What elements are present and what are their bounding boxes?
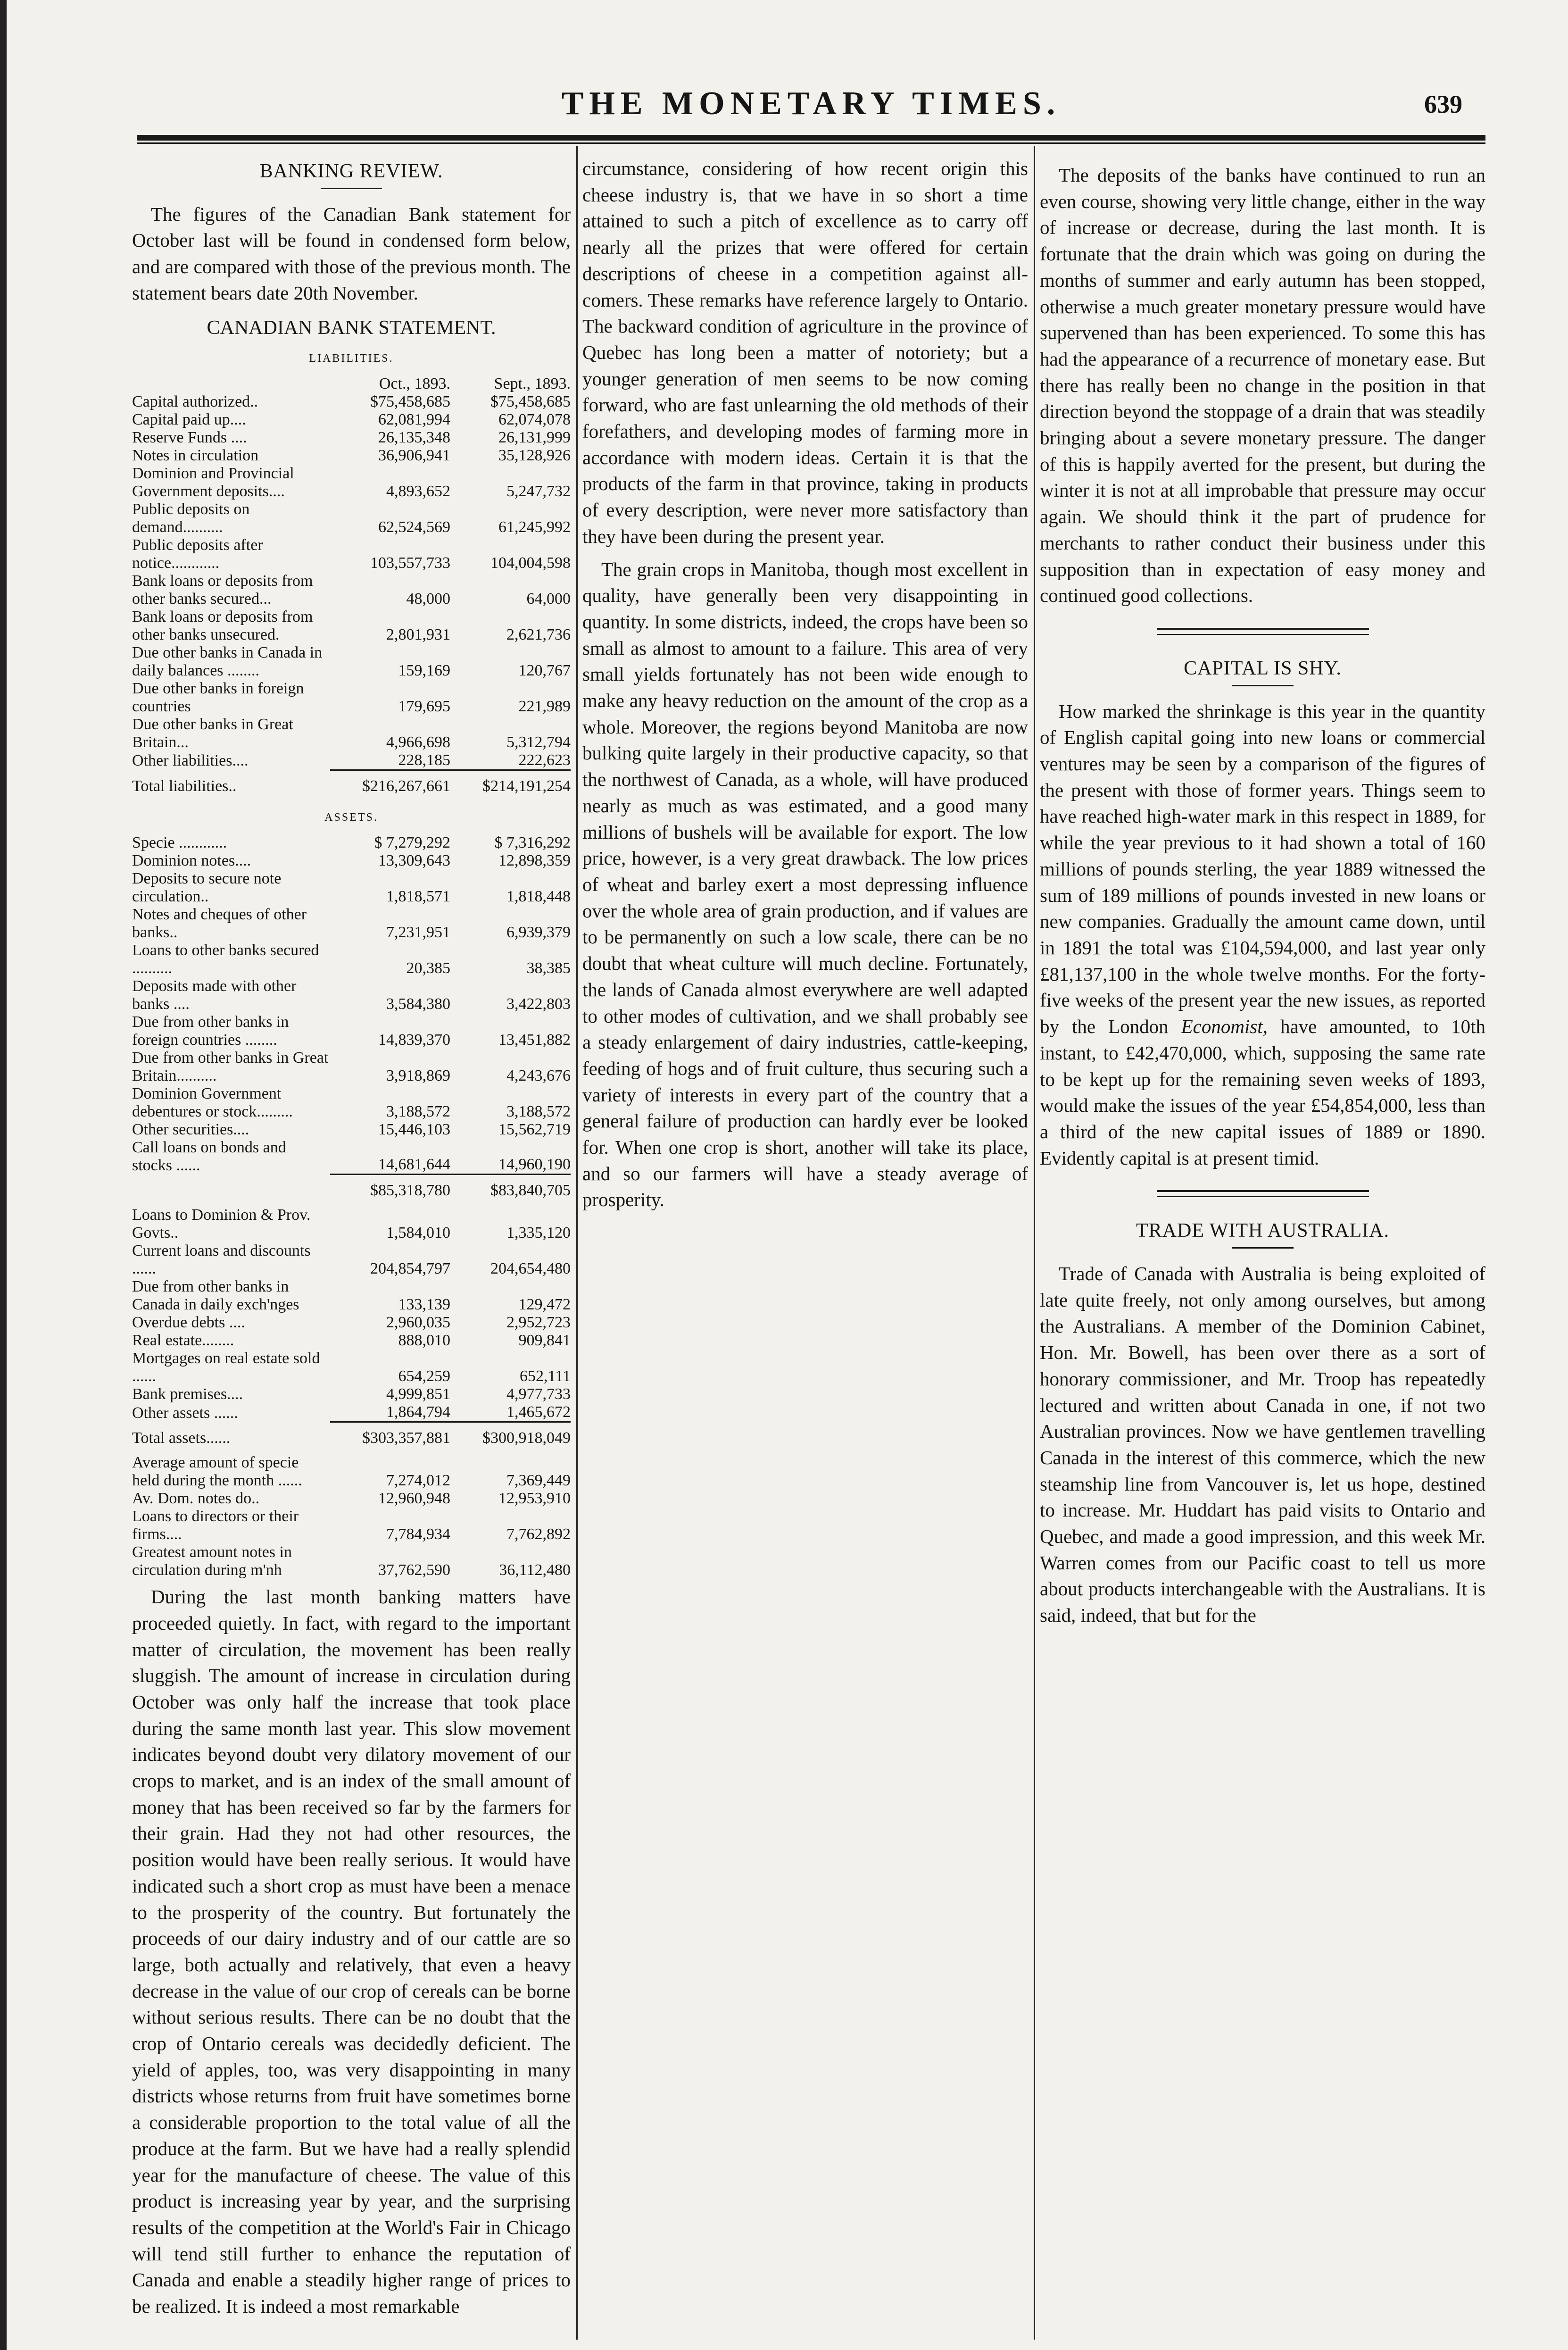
sept-value: 14,960,190 xyxy=(498,1156,571,1174)
oct-value: 888,010 xyxy=(398,1332,450,1350)
sept-value: 61,245,992 xyxy=(498,518,571,536)
row-label: Current loans and discounts ...... xyxy=(132,1242,311,1278)
asset-row xyxy=(132,1013,571,1049)
row-label: Greatest amount notes in circulation during m'nh xyxy=(132,1543,292,1579)
sept-value: 12,953,910 xyxy=(498,1490,571,1508)
column-middle xyxy=(582,156,1028,1220)
deposits-paragraph: The deposits of the banks have continued to run an even course, showing very little change, either in the way of increase or decrease, during the last month. It is fortunate that the drain which was going on during the months of summer and early autumn has been stopped, otherwise a much greater monetary pressure would have supervened than has been experienced. To some this has had the appearance of a recurrence of monetary ease. But there has really been no change in the position in that direction beyond the stoppage of a drain that was steadily bringing about a severe monetary pressure. The danger of this is happily averted for the present, but during the winter it is not at all improbable that pressure may occur again. We should think it the part of prudence for merchants to rather conduct their business under this supposition than in expectation of easy money and continued good collections. xyxy=(1040,164,1485,607)
sept-value: 204,654,480 xyxy=(490,1260,571,1278)
australia-heading: TRADE WITH AUSTRALIA. xyxy=(1136,1220,1390,1242)
column-right xyxy=(1040,156,1485,1635)
liability-row xyxy=(132,411,571,429)
oct-value: 654,259 xyxy=(398,1367,450,1385)
sept-value: 129,472 xyxy=(518,1296,571,1314)
banking-review-paragraph-continued: circumstance, considering of how recent origin this cheese industry is, that we have in so short a time attained to such a pitch of excellence as to carry off nearly all the prizes that were offered for certain descriptions of cheese in a competition against all-comers. These remarks have reference largely to Ontario. The backward condition of agriculture in the province of Quebec has long been a matter of notoriety; but a younger generation of men seems to be now coming forward, who are fast unlearning the old methods of their forefathers, and developing modes of farming more in accordance with modern ideas. Certain it is that the products of the farm in that province, taking in products of every description, were never more satisfactory than they have been during the present year. xyxy=(582,158,1028,547)
sept-value: 120,767 xyxy=(518,661,571,679)
row-label: Due from other banks in Great Britain.......... xyxy=(132,1049,329,1084)
row-label: Deposits to secure note circulation.. xyxy=(132,869,282,905)
oct-value: 15,446,103 xyxy=(378,1120,450,1138)
row-label xyxy=(132,1175,330,1207)
column-header-sept: Sept., 1893. xyxy=(494,375,571,392)
oct-value: 3,918,869 xyxy=(386,1067,450,1084)
heading-rule xyxy=(1232,685,1294,686)
asset-row xyxy=(132,1121,571,1139)
memo-row xyxy=(132,1454,571,1490)
row-label: Due other banks in Canada in daily balances ........ xyxy=(132,643,323,679)
row-label: Due from other banks in Canada in daily exch'nges xyxy=(132,1278,299,1314)
sept-value: 62,074,078 xyxy=(498,410,571,428)
asset-row xyxy=(132,1350,571,1385)
row-label: Other assets ...... xyxy=(132,1404,238,1422)
oct-value: 4,966,698 xyxy=(386,733,450,751)
masthead-rule xyxy=(137,135,1485,141)
column-left xyxy=(132,156,571,2326)
sept-value: 652,111 xyxy=(520,1367,571,1385)
row-label: Bank loans or deposits from other banks secured... xyxy=(132,572,313,608)
row-label: Reserve Funds .... xyxy=(132,428,247,446)
bank-assets-table xyxy=(132,834,571,1580)
row-label: Av. Dom. notes do.. xyxy=(132,1490,260,1508)
liabilities-label: LIABILITIES. xyxy=(309,352,394,365)
asset-row xyxy=(132,906,571,942)
asset-row xyxy=(132,942,571,977)
row-label: Loans to Dominion & Prov. Govts.. xyxy=(132,1206,311,1242)
page-binding-edge xyxy=(0,0,7,2350)
oct-value: 36,906,941 xyxy=(378,446,450,464)
sept-value: 104,004,598 xyxy=(490,554,571,572)
sept-value: 15,562,719 xyxy=(498,1120,571,1138)
sept-value: 221,989 xyxy=(518,697,571,715)
sept-value: 13,451,882 xyxy=(498,1031,571,1049)
banking-review-heading: BANKING REVIEW. xyxy=(259,160,443,182)
liability-row xyxy=(132,680,571,716)
oct-value: $ 7,279,292 xyxy=(374,833,450,851)
sept-value: 2,952,723 xyxy=(506,1314,571,1332)
sept-value: 38,385 xyxy=(526,959,571,977)
sept-value: 26,131,999 xyxy=(498,428,571,446)
oct-value: $85,318,780 xyxy=(330,1175,450,1207)
sept-value: 5,312,794 xyxy=(506,733,571,751)
sept-value: $300,918,049 xyxy=(450,1422,571,1454)
liability-row xyxy=(132,716,571,751)
table-header-row xyxy=(132,375,571,393)
row-label: Public deposits after notice............ xyxy=(132,536,263,572)
manitoba-paragraph: The grain crops in Manitoba, though most excellent in quality, have generally been very disappointing in quantity. In some districts, indeed, the crops have been so small as almost to amount to a failure. This area of very small yields fortunately has not been wide enough to make any heavy reduction on the amount of the crop as a whole. Moreover, the regions beyond Manitoba are now bulking quite largely in their productive capacity, so that the northwest of Canada, as a whole, will have produced nearly as much as was estimated, and a good many millions of bushels will be available for export. The low price, however, is a very great drawback. The low prices of wheat and barley exert a most depressing influence over the whole area of grain production, and if values are to be permanently on such a low scale, there can be no doubt that wheat culture will much decline. Fortunately, the lands of Canada almost everywhere are well adapted to other modes of cultivation, and we shall probably see a steady enlargement of dairy industries, cattle-keeping, feeding of hogs and of fruit culture, thus securing such a variety of interests in every part of the country that a general failure of production can hardly ever be looked for. When one crop is short, another will take its place, and so our farmers will have a steady average of prosperity. xyxy=(582,558,1028,1211)
sept-value: 5,247,732 xyxy=(506,482,571,500)
oct-value: 3,188,572 xyxy=(386,1102,450,1120)
oct-value: 7,231,951 xyxy=(386,923,450,941)
assets-label: ASSETS. xyxy=(324,811,378,824)
oct-value: 12,960,948 xyxy=(378,1490,450,1508)
sept-value: $83,840,705 xyxy=(450,1175,571,1207)
row-label: Bank loans or deposits from other banks unsecured. xyxy=(132,608,313,643)
sept-value: 7,762,892 xyxy=(506,1525,571,1543)
oct-value: 228,185 xyxy=(398,751,450,769)
asset-row xyxy=(132,1278,571,1314)
oct-value: 3,584,380 xyxy=(386,995,450,1013)
sept-value: 64,000 xyxy=(526,590,571,608)
asset-row xyxy=(132,834,571,852)
oct-value: 2,960,035 xyxy=(386,1314,450,1332)
row-label: Due from other banks in foreign countries ........ xyxy=(132,1013,289,1049)
asset-row xyxy=(132,1242,571,1278)
row-label: Dominion Government debentures or stock......... xyxy=(132,1084,293,1120)
oct-value: $75,458,685 xyxy=(370,392,450,410)
oct-value: $303,357,881 xyxy=(330,1422,450,1454)
masthead-title: THE MONETARY TIMES. xyxy=(561,85,1061,122)
sept-value: 1,335,120 xyxy=(506,1224,571,1242)
sept-value: 909,841 xyxy=(518,1332,571,1350)
row-label: Total liabilities.. xyxy=(132,777,237,795)
memo-row xyxy=(132,1490,571,1508)
row-label: Mortgages on real estate sold ...... xyxy=(132,1350,320,1385)
liability-row xyxy=(132,447,571,465)
statement-title: CANADIAN BANK STATEMENT. xyxy=(207,317,496,339)
row-label: Dominion notes.... xyxy=(132,851,251,869)
row-label: Capital authorized.. xyxy=(132,392,258,410)
sept-value: 3,188,572 xyxy=(506,1102,571,1120)
liability-row xyxy=(132,536,571,572)
oct-value: $216,267,661 xyxy=(330,770,450,802)
liability-row xyxy=(132,608,571,644)
heading-rule xyxy=(321,188,382,189)
row-label: Call loans on bonds and stocks ...... xyxy=(132,1138,286,1174)
oct-value: 62,524,569 xyxy=(378,518,450,536)
capital-heading: CAPITAL IS SHY. xyxy=(1184,657,1342,679)
asset-row xyxy=(132,1314,571,1332)
oct-value: 62,081,994 xyxy=(378,410,450,428)
asset-row xyxy=(132,1206,571,1242)
memo-row xyxy=(132,1508,571,1543)
row-label: Loans to other banks secured .......... xyxy=(132,941,319,977)
oct-value: 1,864,794 xyxy=(386,1403,450,1421)
asset-row xyxy=(132,1139,571,1175)
liability-row xyxy=(132,393,571,411)
asset-row xyxy=(132,1085,571,1121)
liability-row xyxy=(132,465,571,500)
oct-value: 13,309,643 xyxy=(378,851,450,869)
oct-value: 4,999,851 xyxy=(386,1385,450,1403)
sept-value: 4,243,676 xyxy=(506,1067,571,1084)
row-label: Other securities.... xyxy=(132,1120,249,1138)
heading-rule xyxy=(1232,1247,1294,1249)
oct-value: 159,169 xyxy=(398,661,450,679)
liability-row xyxy=(132,572,571,608)
row-label: Loans to directors or their firms.... xyxy=(132,1508,299,1543)
oct-value: 48,000 xyxy=(406,590,450,608)
oct-value: 1,584,010 xyxy=(386,1224,450,1242)
oct-value: 14,681,644 xyxy=(378,1156,450,1174)
row-label: Public deposits on demand.......... xyxy=(132,500,250,536)
asset-row xyxy=(132,1385,571,1403)
asset-row xyxy=(132,1332,571,1350)
row-label: Average amount of specie held during the month ...... xyxy=(132,1454,302,1490)
sept-value: 12,898,359 xyxy=(498,851,571,869)
sept-value: 35,128,926 xyxy=(498,446,571,464)
sept-value: $75,458,685 xyxy=(490,392,571,410)
column-header-oct: Oct., 1893. xyxy=(379,375,450,392)
row-label: Bank premises.... xyxy=(132,1385,243,1403)
total-assets-row xyxy=(132,1422,571,1454)
banking-review-intro: The figures of the Canadian Bank statement for October last will be found in condensed form below, and are compared with those of the previous month. The statement bears date 20th November. xyxy=(132,203,571,304)
row-label: Real estate........ xyxy=(132,1332,234,1350)
row-label: Other liabilities.... xyxy=(132,752,249,770)
sept-value: 1,818,448 xyxy=(506,887,571,905)
sept-value: 4,977,733 xyxy=(506,1385,571,1403)
sept-value: 6,939,379 xyxy=(506,923,571,941)
capital-paragraph: How marked the shrinkage is this year in the quantity of English capital going into new loans or commercial ventures may be seen by a comparison of the figures of the present with those of former years. Things seem to have reached high-water mark in this respect in 1889, for while the year previous to it had shown a total of 160 millions of pounds sterling, the year 1889 witnessed the sum of 189 millions of pounds invested in new loans or new companies. Gradually the amount came down, until in 1891 the total was £104,594,000, and last year only £81,137,100 in the whole twelve months. For the forty-five weeks of the present year the new issues, as reported by the London Economist, have amounted, to 10th instant, to £42,470,000, which, supposing the same rate to be kept up for the remaining seven weeks of 1893, would make the issues of the year £54,854,000, less than a third of the new capital issues of 1889 or 1890. Evidently capital is at present timid. xyxy=(1040,700,1486,1169)
sept-value: 3,422,803 xyxy=(506,995,571,1013)
sept-value: 2,621,736 xyxy=(506,625,571,643)
row-label: Overdue debts .... xyxy=(132,1314,245,1332)
oct-value: 133,139 xyxy=(398,1296,450,1314)
oct-value: 204,854,797 xyxy=(370,1260,450,1278)
oct-value: 20,385 xyxy=(406,959,450,977)
asset-row xyxy=(132,977,571,1013)
row-label: Notes and cheques of other banks.. xyxy=(132,905,307,941)
oct-value: 14,839,370 xyxy=(378,1031,450,1049)
total-liabilities-row xyxy=(132,770,571,802)
oct-value: 26,135,348 xyxy=(378,428,450,446)
page-number: 639 xyxy=(1424,90,1462,118)
oct-value: 179,695 xyxy=(398,697,450,715)
row-label: Due other banks in Great Britain... xyxy=(132,715,293,751)
oct-value: 103,557,733 xyxy=(370,554,450,572)
section-rule xyxy=(1157,628,1369,635)
banking-review-paragraph: During the last month banking matters have proceeded quietly. In fact, with regard to the important matter of circulation, the movement has been really sluggish. The amount of increase in circulation during October was only half the increase that took place during the same month last year. This slow movement indicates beyond doubt very dilatory movement of our crops to market, and is an index of the small amount of money that has been received so far by the farmers for their grain. Had they not had other resources, the position would have been really serious. It would have indicated such a short crop as must have been a menace to the prosperity of the country. But fortunately the proceeds of our dairy industry and of our cattle are so large, both actually and relatively, that even a heavy decrease in the value of our crop of cereals can be borne without serious results. There can be no doubt that the crop of Ontario cereals was decidedly deficient. The yield of apples, too, was very disappointing in many districts whose returns from fruit have sometimes borne a considerable proportion to the total value of all the produce at the farm. But we have had a really splendid year for the manufacture of cheese. The value of this product is increasing year by year, and the surprising results of the competition at the World's Fair in Chicago will tend still further to enhance the reputation of Canada and enable a steadily higher range of prices to be realized. It is indeed a most remarkable xyxy=(132,1586,571,2317)
row-label: Deposits made with other banks .... xyxy=(132,977,297,1013)
asset-row xyxy=(132,852,571,870)
oct-value: 4,893,652 xyxy=(386,482,450,500)
oct-value: 2,801,931 xyxy=(386,625,450,643)
oct-value: 7,784,934 xyxy=(386,1525,450,1543)
column-divider xyxy=(576,146,578,2340)
bank-statement-table xyxy=(132,375,571,802)
row-label: Capital paid up.... xyxy=(132,410,246,428)
row-label: Total assets...... xyxy=(132,1429,231,1447)
sept-value: 1,465,672 xyxy=(506,1403,571,1421)
column-divider xyxy=(1034,146,1035,2340)
sept-value: $ 7,316,292 xyxy=(494,833,571,851)
oct-value: 7,274,012 xyxy=(386,1472,450,1490)
asset-row xyxy=(132,1049,571,1085)
row-label: Dominion and Provincial Government deposits.... xyxy=(132,464,294,500)
asset-row xyxy=(132,870,571,906)
header-blank xyxy=(132,375,330,393)
sept-value: 7,369,449 xyxy=(506,1472,571,1490)
oct-value: 37,762,590 xyxy=(378,1561,450,1579)
oct-value: 1,818,571 xyxy=(386,887,450,905)
masthead-rule-thin xyxy=(137,142,1485,144)
section-rule xyxy=(1157,1190,1369,1197)
liability-row xyxy=(132,644,571,680)
liability-row xyxy=(132,751,571,770)
row-label: Notes in circulation xyxy=(132,446,259,464)
subtotal-assets-row xyxy=(132,1175,571,1207)
row-label: Specie ............ xyxy=(132,833,227,851)
row-label: Due other banks in foreign countries xyxy=(132,679,304,715)
sept-value: $214,191,254 xyxy=(450,770,571,802)
asset-row xyxy=(132,1403,571,1422)
sept-value: 222,623 xyxy=(518,751,571,769)
memo-row xyxy=(132,1543,571,1579)
liability-row xyxy=(132,500,571,536)
liability-row xyxy=(132,429,571,447)
australia-paragraph: Trade of Canada with Australia is being exploited of late quite freely, not only among ourselves, but among the Australians. A member of the Dominion Cabinet, Hon. Mr. Bowell, has been over there as a sort of honorary commissioner, and Mr. Troop has repeatedly lectured and written about Canada in one, if not two Australian provinces. Now we have gentlemen travelling Canada in the interest of this commerce, which the new steamship line from Vancouver is, let us hope, destined to increase. Mr. Huddart has paid visits to Ontario and Quebec, and made a good impression, and this week Mr. Warren comes from our Pacific coast to tell us more about products interchangeable with the Australians. It is said, indeed, that but for the xyxy=(1040,1263,1485,1626)
sept-value: 36,112,480 xyxy=(499,1561,571,1579)
